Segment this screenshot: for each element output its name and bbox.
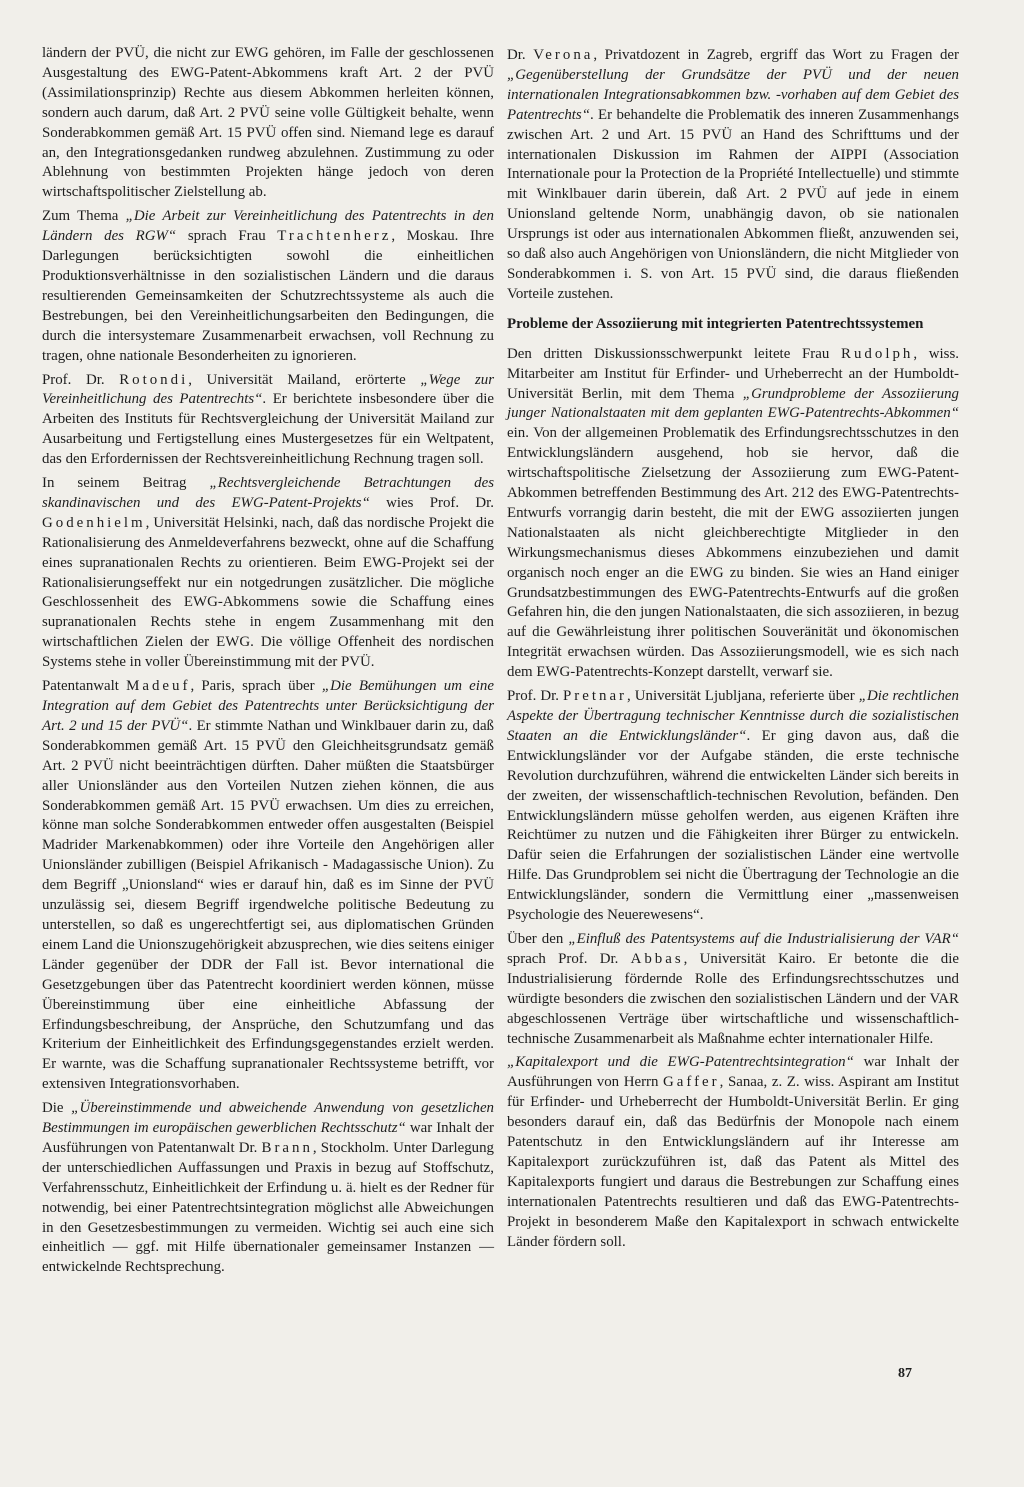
paragraph-text: ländern der PVÜ, die nicht zur EWG gehören, im Falle der geschlossenen Ausgestaltung des EWG-Patent-Abkommens kraft Art. 2 der PVÜ (Assimilationsprinzip) Rechte aus diesem Abkommen herleiten können, sondern auch darum, daß Art. 2 PVÜ seine volle Gültigkeit behalte, wenn Sonderabkommen gemäß Art. 15 PVÜ offen sind. Niemand lege es darauf an, den Integrationsgedanken rundweg abzulehnen. Zustimmung zu oder Ablehnung von bestimmten Projekten hänge jedoch von deren wirtschaftspolitischer Zielstellung ab. [42,45,494,201]
paragraph [507,345,959,683]
text: . Er berichtete insbesondere über die Arbeiten des Instituts für Rechtsvergleichung der Universität Mailand zur Ausarbeitung und Fertigstellung eines Mustergesetzes für ein Weltpatent, das den Erfordernissen der Rechtsvereinheitlichung Rechnung tragen soll. [42,391,495,468]
page-number: 87 [898,1366,912,1381]
paragraph [42,207,494,366]
talk-title: „Grundprobleme der Assoziierung junger Nationalstaaten mit dem geplanten EWG-Patentrechts-Abkommen“ [507,385,959,422]
speaker-name: Godenhielm [42,514,146,531]
text: , Privatdozent in Zagreb, ergriff das Wort zu Fragen der [593,47,959,63]
speaker-name: Rotondi [119,371,189,388]
text: . Er ging davon aus, daß die Entwicklungsländer vor der Aufgabe ständen, die erste technische Revolution durchzuführen, während die entwickelten Länder sich bereits in der zweiten, der wissenschaftlich-technischen Revolution, befänden. Den Entwicklungsländern müsse geholfen werden, aus eigenen Kräften ihre Reichtümer zu nutzen und die Fähigkeiten ihrer Bürger zu entwickeln. Dafür seien die Erfahrungen der sozialistischen Länder eine wertvolle Hilfe. Das Grundproblem sei nicht die Übertragung der Technologie an die Entwicklungsländer, sondern die Vermittlung einer „massenweisen Psychologie des Neuerewesens“. [507,727,959,924]
speaker-name: Verona [533,47,594,63]
talk-title: „Die Arbeit zur Vereinheitlichung des Patentrechts in den Ländern des RGW“ [42,208,494,245]
text: In seinem Beitrag [42,475,210,492]
right-column [507,46,959,1256]
paragraph [507,687,959,926]
text: Prof. Dr. [42,371,120,388]
talk-title: „Die rechtlichen Aspekte der Übertragung technischer Kenntnisse durch die sozialistischen Staaten an die Entwicklungsländer“ [507,688,959,744]
speaker-name: Abbas [630,950,684,967]
text: sprach Frau [176,228,278,245]
text: , Moskau. Ihre Darlegungen berücksichtigten sowohl die einheitlichen Produktionsverhältnisse in den sozialistischen Ländern und die daraus resultierenden Gemeinsamkeiten der Schutzrechtssysteme als auch die Bestrebungen, bei den Vereinheitlichungsarbeiten den Bedingungen, die durch die intersystemare Zusammenarbeit erwachsen, voll Rechnung zu tragen, ohne nationale Besonderheiten zu ignorieren. [42,228,495,364]
text: , Universität Kairo. Er betonte die die Industrialisierung fördernde Rolle des Erfindungsrechtsschutzes und würdigte besonders die zwischen den sozialistischen Ländern und der VAR abgeschlossenen Verträge über wirtschaftliche und wissenschaftlich-technische Zusammenarbeit als Maßnahme echter internationaler Hilfe. [507,950,959,1047]
text: Patentanwalt [42,678,127,695]
speaker-name: Brann [261,1139,313,1156]
talk-title: „Einfluß des Patentsystems auf die Industrialisierung der VAR“ [568,930,959,947]
speaker-name: Pretnar [563,688,628,705]
talk-title: „Wege zur Vereinheitlichung des Patentrechts“ [42,371,494,408]
text: Über den [507,930,569,947]
speaker-name: Gaffer [663,1074,720,1091]
text: , Stockholm. Unter Darlegung der unterschiedlichen Auffassungen und Praxis in bezug auf Stoffschutz, Verfahrensschutz, Einheitlichkeit der Erfindung u. ä. hielt es der Redner für notwendig, bei einer Patentrechtsintegration möglichst alle Abweichungen in den Gesetzesbestimmungen zu vermeiden. Wichtig sei auch eine sich einheitlich — ggf. mit Hilfe übernationaler gemeinsamer Instanzen — entwickelnde Rechtsprechung. [42,1139,494,1276]
text: , wiss. Mitarbeiter am Institut für Erfinder- und Urheberrecht an der Humboldt-Universität Berlin, mit dem Thema [507,345,959,402]
text: . Er stimmte Nathan und Winklbauer darin zu, daß Sonderabkommen gemäß Art. 15 PVÜ den Gleichheitsgrundsatz gemäß Art. 2 PVÜ nicht beeinträchtigen dürften. Daher müßten die Staatsbürger aller Unionsländer aus den Vorteilen Nutzen ziehen können, die aus Sonderabkommen gemäß Art. 15 PVÜ erwachsen. Um dies zu erreichen, könne man solche Sonderabkommen entweder offen ausgestalten (Beispiel Madrider Markenabkommen) oder ihre Vorteile den Angehörigen aller Unionsländer zubilligen (Beispiel Afrikanisch - Madagassische Union). Zu dem Begriff „Unionsland“ wies er darauf hin, daß es im Sinne der PVÜ unzulässig sei, diesem Begriff irgendwelche politische Bedeutung zu unterstellen, so daß es ungerechtfertigt sei, aus diplomatischen Gründen einem Land die Unionszugehörigkeit abzusprechen, wie dies seitens einiger Länder gegenüber der DDR der Fall ist. Bevor international die Gesetzgebungen über das Patentrecht koordiniert werden können, müsse Übereinstimmung über eine einheitliche Abfassung der Erfindungsbeschreibung, der Ansprüche, den Schutzumfang und das Kriterium der Einheitlichkeit des Erfindungsgegenstandes erzielt werden. Er warnte, was die Schaffung supranationaler Rechtssysteme betrifft, vor extensiven Integrationsvorhaben. [42,717,494,1093]
talk-title: „Gegenüberstellung der Grundsätze der PVÜ und der neuen internationalen Integrationsabkommen bzw. -vorhaben auf dem Gebiet des Patentrechts“ [507,66,959,123]
text: ein. Von der allgemeinen Problematik des Erfindungsrechtsschutzes in den Entwicklungsländern ausgehend, hob sie hervor, daß die wirtschaftspolitische Zielsetzung der Assoziierung zum EWG-Patent-Abkommen betreffenden Bestimmung des Art. 212 des EWG-Patentrechts-Entwurfs vorrangig darin besteht, die mit der EWG assoziierten jungen Nationalstaaten als nicht gleichberechtigte Mitglieder in den Wirkungsmechanismus dieses Abkommens einzubeziehen und damit organisch noch enger an die EWG zu binden. Sie wies an Hand einiger Grundsatzbestimmungen des EWG-Patentrechts-Entwurfs auf die großen Gefahren hin, die den jungen Nationalstaaten, die sich assoziieren, in bezug auf die Gewährleistung ihrer politischen Souveränität und ökonomischen Integrität erwachsen würden. Das Assoziierungsmodell, wie es sich nach dem EWG-Patentrechts-Konzept darstellt, verwarf sie. [507,425,959,681]
talk-title: „Rechtsvergleichende Betrachtungen des skandinavischen und des EWG-Patent-Projekts“ [42,475,494,511]
text: wies Prof. Dr. [369,494,494,511]
paragraph [507,930,959,1049]
text: war Inhalt der Ausführungen von Herrn [507,1054,959,1091]
text: , Paris, sprach über [190,678,322,695]
speaker-name: Trachtenherz [277,228,392,245]
left-column [42,44,494,1282]
text: . Er behandelte die Problematik des inneren Zusammenhangs zwischen Art. 2 und Art. 15 PVÜ an Hand des Schrifttums und der internationalen Diskussion im Rahmen der AIPPI (Association Internationale pour la Protection de la Propriété Intellectuelle) und stimmte mit Winklbauer darin überein, daß Art. 2 PVÜ auf jede in einem Unionsland geltende Norm, unabhängig davon, ob sie nationalen Ursprungs ist oder aus internationalen Abkommen fließt, anzuwenden sei, so daß also auch Angehörigen von Unionsländern, die nicht Mitglieder von Sonderabkommen i. S. von Art. 15 PVÜ sind, die daraus fließenden Vorteile zustehen. [507,106,959,302]
text: , Universität Helsinki, nach, daß das nordische Projekt die Rationalisierung des Anmeldeverfahrens bezweckt, ohne auf die Schaffung eines supranationalen Rechts zu orientieren. Beim EWG-Projekt sei der Rationalisierungseffekt nur ein notgedrungen zusätzlicher. Die mögliche Geschlossenheit des EWG-Abkommens sowie die Schaffung eines supranationalen Rechts stehe in engem Zusammenhang mit den wirtschaftlichen Zielen der EWG. Die völlige Offenheit des nordischen Systems stehe in voller Übereinstimmung mit der PVÜ. [42,514,494,671]
paragraph [507,46,959,305]
text: Den dritten Diskussionsschwerpunkt leitete Frau [507,345,842,362]
text: Zum Thema [42,208,126,225]
speaker-name: Madeuf [126,678,191,695]
text: Die [42,1100,72,1117]
paragraph [507,1053,959,1252]
text: , Universität Mailand, erörterte [188,371,421,388]
text: , Universität Ljubljana, referierte über [627,688,859,705]
paragraph [42,44,494,203]
text: Prof. Dr. [507,688,564,705]
text: sprach Prof. Dr. [507,950,631,967]
section-heading: Probleme der Assoziierung mit integrierten Patentrechtssystemen [507,315,924,332]
text: Dr. [507,47,534,63]
speaker-name: Rudolph [841,345,914,362]
text: , Sanaa, z. Z. wiss. Aspirant am Institut für Erfinder- und Urheberrecht der Humboldt-Universität Berlin. Er ging besonders darauf ein, daß das Bedürfnis der Monopole nach einem Patentschutz in den Entwicklungsländern auf ihr Interesse am Kapitalexport zurückzuführen ist, daß das Patent als Mittel des Kapitalexports fungiert und daraus die Bestrebungen zur Schaffung eines internationalen Patentrechts resultieren und daß das EWG-Patentrechts-Projekt in besonderem Maße den Kapitalexport in schwach entwickelte Länder fördern soll. [507,1074,959,1250]
talk-title: „Die Bemühungen um eine Integration auf dem Gebiet des Patentrechts unter Berücksichtigung der Art. 2 und 15 der PVÜ“ [42,678,494,734]
paragraph [42,474,494,673]
paragraph [42,371,494,471]
talk-title: „Übereinstimmende und abweichende Anwendung von gesetzlichen Bestimmungen im europäischen gewerblichen Rechtsschutz“ [42,1100,494,1137]
paragraph [42,677,494,1095]
talk-title: „Kapitalexport und die EWG-Patentrechtsintegration“ [507,1054,854,1071]
text: war Inhalt der Ausführungen von Patentanwalt Dr. [42,1120,494,1156]
paragraph [42,1099,494,1278]
